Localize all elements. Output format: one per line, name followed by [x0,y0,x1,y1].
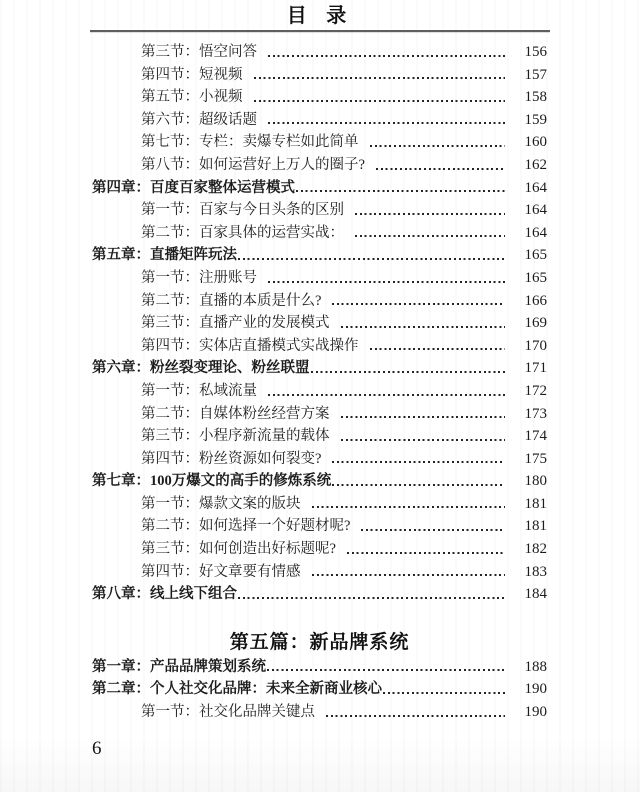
dot-leader [376,154,505,177]
toc-entry-label: 第一节：私域流量 [141,382,257,399]
toc-entry [92,470,547,493]
toc-entry-label: 第四节：短视频 [141,66,243,83]
toc-entry-page: 170 [524,337,547,354]
toc-entry-page: 160 [524,134,547,151]
toc-entry-label: 第四节：粉丝资源如何裂变? [141,450,322,467]
toc-entry-page: 166 [524,292,547,309]
toc-entry [92,425,547,448]
toc-entry [92,380,547,403]
toc-entry-page: 183 [524,563,547,580]
toc-entry [92,561,547,584]
toc-entry [92,290,547,313]
dot-leader [254,64,506,87]
toc-entry-page: 190 [524,704,547,721]
dot-leader [361,515,505,538]
dot-leader [268,109,505,132]
toc-entry-page: 158 [524,89,547,106]
toc-entry [92,357,547,380]
toc-entry-label: 第一章：产品品牌策划系统 [92,658,266,675]
toc-entry [92,312,547,335]
toc-entry [92,701,547,724]
toc-entry-page: 164 [524,202,547,219]
dot-leader [254,86,506,109]
toc-entry [92,131,547,154]
toc-entry-label: 第五章：直播矩阵玩法 [92,247,237,264]
toc-entry-label: 第二节：自媒体粉丝经营方案 [141,405,330,422]
toc-entry [92,222,547,245]
toc-entry-label: 第一节：爆款文案的版块 [141,495,301,512]
toc-entry-label: 第六节：超级话题 [141,111,257,128]
toc-entry [92,177,547,200]
toc-entry [92,154,547,177]
toc-entry-label: 第二章：个人社交化品牌：未来全新商业核心 [92,681,382,698]
dot-leader [355,199,505,222]
toc-entry-label: 第二节：直播的本质是什么? [141,292,322,309]
toc-entry-label: 第六章：粉丝裂变理论、粉丝联盟 [92,360,310,377]
toc-entry-label: 第二节：百家具体的运营实战： [141,224,344,241]
toc-entry-label: 第五节：小视频 [141,89,243,106]
toc-entry-label: 第四节：实体店直播模式实战操作 [141,337,359,354]
dot-leader [326,701,505,724]
toc-entry-page: 165 [524,247,547,264]
toc-entry-page: 181 [524,495,547,512]
toc-entry [92,678,547,701]
toc-entry-label: 第二节：如何选择一个好题材呢? [141,518,351,535]
dot-leader [370,131,506,154]
toc-entry-page: 188 [524,658,547,675]
toc-entry-page: 156 [524,44,547,60]
toc-entry-label: 第一节：社交化品牌关键点 [141,704,315,721]
toc-entry [92,335,547,358]
dot-leader [268,41,505,64]
dot-leader [347,538,505,561]
dot-leader [267,656,505,679]
toc-entry-page: 171 [524,360,547,377]
dot-leader [238,244,505,267]
page-title: 目 录 [286,5,354,27]
dot-leader [312,493,506,516]
toc-list [0,32,640,724]
toc-entry-label: 第七章：100万爆文的高手的修炼系统 [92,473,332,490]
dot-leader [341,312,506,335]
toc-entry-label: 第八节：如何运营好上万人的圈子? [141,156,365,173]
toc-entry [92,515,547,538]
toc-entry-label: 第三节：直播产业的发展模式 [141,315,330,332]
toc-entry [92,109,547,132]
toc-entry-page: 184 [524,586,547,603]
toc-entry-label: 第四节：好文章要有情感 [141,563,301,580]
toc-entry [92,656,547,679]
dot-leader [312,561,506,584]
toc-entry-label: 第七节：专栏：卖爆专栏如此简单 [141,134,359,151]
toc-entry-label: 第三节：小程序新流量的载体 [141,428,330,445]
toc-entry-label: 第一节：百家与今日头条的区别 [141,202,344,219]
toc-entry [92,244,547,267]
toc-entry [92,41,547,64]
dot-leader [311,357,506,380]
dot-leader [296,177,505,200]
toc-entry-label: 第八章：线上线下组合 [92,586,237,603]
toc-entry-page: 165 [524,269,547,286]
part-heading: 第五篇：新品牌系统 [229,631,410,653]
dot-leader [355,222,505,245]
toc-entry [92,199,547,222]
toc-entry-page: 159 [524,111,547,128]
toc-entry-label: 第三节：如何创造出好标题呢? [141,541,336,558]
dot-leader [238,583,505,606]
toc-entry-label: 第四章：百度百家整体运营模式 [92,179,295,196]
toc-entry [92,448,547,471]
toc-entry [92,493,547,516]
dot-leader [370,335,506,358]
toc-entry-page: 173 [524,405,547,422]
toc-entry-page: 180 [524,473,547,490]
dot-leader [341,403,506,426]
toc-entry-label: 第一节：注册账号 [141,269,257,286]
toc-entry [92,583,547,606]
toc-entry-page: 172 [524,382,547,399]
dot-leader [268,380,505,403]
toc-entry-page: 182 [524,541,547,558]
dot-leader [332,470,505,493]
toc-entry-page: 162 [524,156,547,173]
dot-leader [341,425,506,448]
toc-entry [92,86,547,109]
toc-entry-page: 174 [524,428,547,445]
toc-entry-label: 第三节：悟空问答 [141,44,257,60]
dot-leader [383,678,505,701]
toc-entry-page: 164 [524,224,547,241]
toc-entry-page: 190 [524,681,547,698]
dot-leader [332,290,505,313]
toc-entry-page: 169 [524,315,547,332]
folio-page-number: 6 [92,737,102,759]
dot-leader [268,267,505,290]
dot-leader [332,448,505,471]
toc-entry [92,64,547,87]
toc-entry-page: 175 [524,450,547,467]
toc-entry [92,538,547,561]
toc-entry-page: 164 [524,179,547,196]
toc-entry [92,267,547,290]
toc-entry-page: 181 [524,518,547,535]
toc-entry-page: 157 [524,66,547,83]
toc-entry [92,403,547,426]
